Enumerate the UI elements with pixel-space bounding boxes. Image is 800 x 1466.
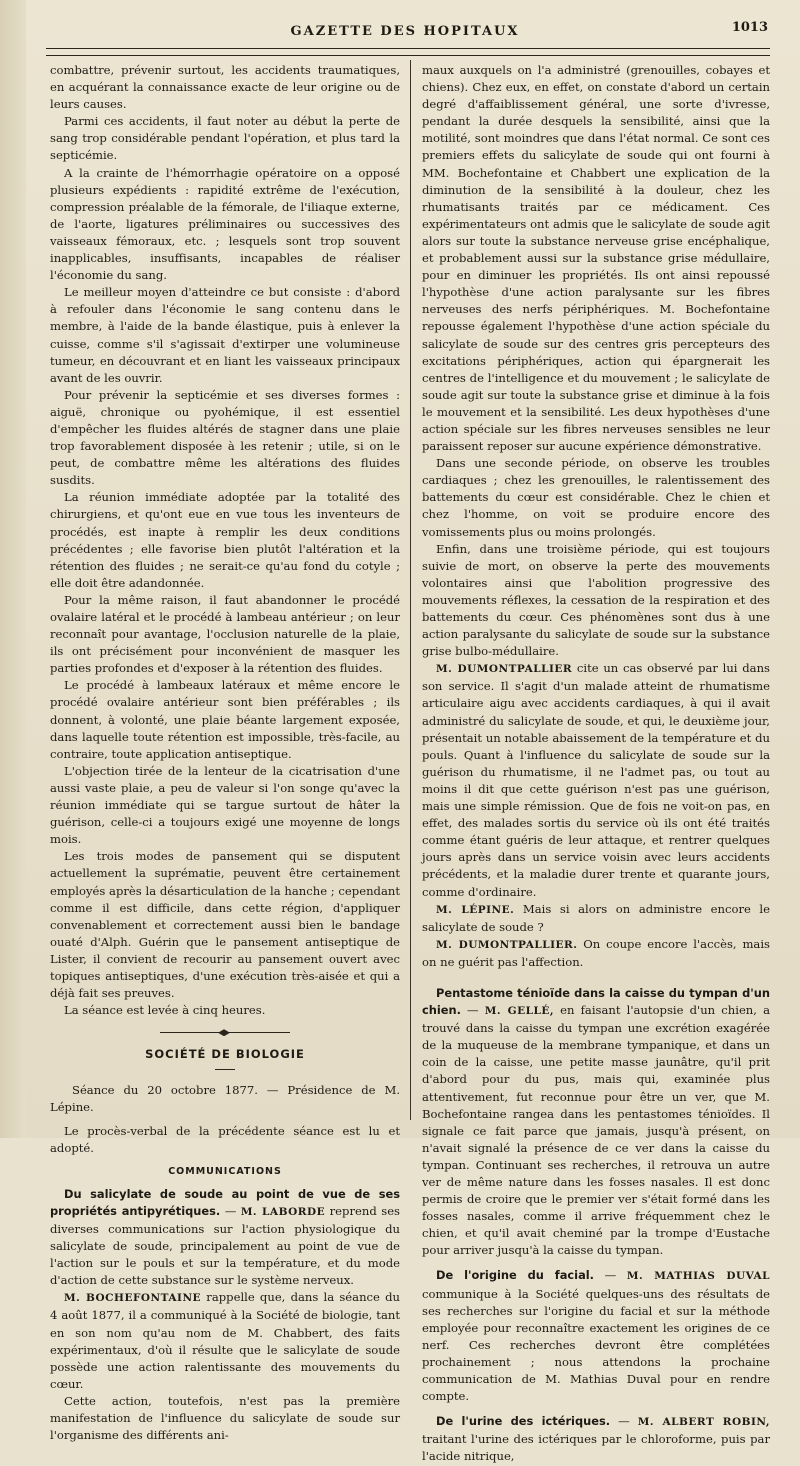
paragraph: combattre, prévenir surtout, les accidents traumatiques, en acquérant la connaissance exacte de leur origine ou de leurs causes.	[50, 63, 400, 112]
dumontpallier-entry	[422, 660, 770, 900]
speaker-name: M. LABORDE	[240, 1205, 326, 1218]
paragraph: Les trois modes de pansement qui se disputent actuellement la suprématie, peuvent être certainement employés après la désarticulation de la hanche ; cependant comme il est difficile, dans cette région, d'appliquer convenablement et correctement aussi bien le bandage ouaté d'Alph. Guérin que le pansement antiseptique de Lister, il convient de recourir au pansement ouvert avec topiques antiseptiques, d'une exécution très-aisée et qui a déjà fait ses preuves.	[50, 849, 400, 1001]
dumontpallier-reply-entry	[422, 936, 770, 971]
entry-text: On coupe encore l'accès, mais on ne guérit pas l'affection.	[422, 936, 771, 969]
paragraph: Dans une seconde période, on observe les troubles cardiaques ; chez les grenouilles, le ralentissement des battements du cœur est considérable. Chez le chien et chez l'homme, on voit se produire encore des vomissements plus ou moins prolongés.	[422, 456, 770, 539]
entry-text: reprend ses diverses communications sur l'action physiologique du salicylate de soude, principalement au point de vue de l'action sur le pouls et sur la température, et du mode d'action de cette substance sur le système nerveux.	[50, 1203, 401, 1288]
entry-text: traitant l'urine des ictériques par le chloroforme, puis par l'acide nitrique,	[422, 1432, 770, 1464]
communications-label: COMMUNICATIONS	[168, 1165, 282, 1177]
paragraph: Le procédé à lambeaux latéraux et même encore le procédé ovalaire antérieur sont bien préférables ; ils donnent, à volonté, une plaie béante largement exposée, dans laquelle toute rétention est impossible, très-facile, au contraire, toute application antiseptique.	[50, 678, 400, 761]
paragraph: Enfin, dans une troisième période, qui est toujours suivie de mort, on observe la perte des mouvements volontaires ainsi que l'abolition progressive des mouvements réflexes, la cessation de la respiration et des battements du cœur. Ces phénomènes sont dus à une action paralysante du salicylate de soude sur la substance grise bulbo-médullaire.	[422, 541, 770, 659]
bochefontaine-entry	[50, 1289, 400, 1393]
entry-text: Mais si alors on administre encore le salicylate de soude ?	[422, 901, 770, 934]
short-rule	[215, 1069, 235, 1070]
facial-entry: De l'origine du facial. — M. MATHIAS DUVAL communique à la Société quelques-uns des résultats de ses recherches sur l'origine du facial et sur la méthode employée pour reconnaître exactement les origines de ce nerf. Ces recherches devront être complétées prochainement ; nous attendons la prochaine communication de M. Mathias Duval pour en rendre compte.	[422, 1268, 770, 1404]
session-line: Séance du 20 octobre 1877. — Présidence de M. Lépine.	[50, 1083, 400, 1115]
page-number: 1013	[731, 20, 768, 35]
paragraph: L'objection tirée de la lenteur de la cicatrisation d'une aussi vaste plaie, a peu de valeur si l'on songe qu'avec la réunion immédiate qui se targue surtout de hâter la guérison, celle-ci a toujours exigé une moyenne de longs mois.	[50, 763, 400, 847]
column-divider	[410, 60, 411, 1120]
urine-entry: De l'urine des ictériques. — M. ALBERT ROBIN, traitant l'urine des ictériques par le chloroforme, puis par l'acide nitrique,	[422, 1414, 770, 1464]
entry-text: cite un cas observé par lui dans son service. Il s'agit d'un malade atteint de rhumatisme articulaire aigu avec accidents cardiaques, à qui il avait administré du salicylate de soude, et qui, le deuxième jour, présentait un notable abaissement de la température et du pouls. Quant à l'influence du salicylate de soude sur la guérison du rhumatisme, il ne l'admet pas, ou tout au moins il dit que cette guérison n'est pas une guérison, mais une simple rémission. Que de fois ne voit-on pas, en effet, des malades sortis du service où ils ont été traités comme étant guéris de leur attaque, et rentrer quelques jours après dans un service voisin avec leurs accidents précédents, et la maladie durer trente et quarante jours, comme d'ordinaire.	[422, 661, 771, 899]
speaker-name: M. DUMONTPALLIER.	[436, 938, 578, 951]
paragraph: maux auxquels on l'a administré (grenouilles, cobayes et chiens). Chez eux, en effet, on constate d'abord un certain degré d'affaiblissement général, une sorte d'ivresse, pendant la durée desquels la sensibilité, ainsi que la motilité, sont moindres que dans l'état normal. Ce sont ces premiers effets du salicylate de soude qui ont fourni à MM. Bochefontaine et Chabbert une explication de la diminution de la sensibilité à la douleur, chez les rhumatisants traités par ce médicament. Ces expérimentateurs ont admis que le salicylate de soude agit alors sur toute la substance nerveuse grise encéphalique, et probablement aussi sur la substance grise médullaire, pour en diminuer les propriétés. Ils ont ainsi repoussé l'hypothèse d'une action paralysante sur les fibres nerveuses des nerfs périphériques. M. Bochefontaine repousse également l'hypothèse d'une action spéciale du salicylate de soude sur des centres gris percepteurs des excitations périphériques, action qui épargnerait les centres de l'intelligence et du mouvement ; le salicylate de soude agit sur toute la substance grise et diminue à la fois le mouvement et la sensibilité. Les deux hypothèses d'une action spéciale sur les fibres nerveuses sensibles ne leur paraissent reposer sur aucune expérience démonstrative.	[422, 63, 770, 454]
paragraph: A la crainte de l'hémorrhagie opératoire on a opposé plusieurs expédients : rapidité extrême de l'exécution, compression préalable de la fémorale, de l'iliaque externe, de l'aorte, ligatures préliminaires ou successives des vaisseaux fémoraux, etc. ; lesquels sont trop souvent inapplicables, insuffisants, incapables de réaliser l'économie du sang.	[50, 165, 400, 283]
society-title: SOCIÉTÉ DE BIOLOGIE	[145, 1047, 305, 1062]
lepine-entry	[422, 901, 770, 936]
paragraph: Le meilleur moyen d'atteindre ce but consiste : d'abord à refouler dans l'économie le sang contenu dans le membre, à l'aide de la bande élastique, puis à enlever la cuisse, comme s'il s'agissait d'extirper une volumineuse tumeur, en découvrant et en liant les vaisseaux principaux avant de les ouvrir.	[50, 285, 400, 385]
journal-title: GAZETTE DES HOPITAUX	[290, 24, 520, 39]
paragraph: Pour prévenir la septicémie et ses diverses formes : aiguë, chronique ou pyohémique, il est essentiel d'empêcher les fluides altérés de stagner dans une plaie trop favorablement disposée à les retenir ; utile, si on le peut, de combattre même les altérations des fluides susdits.	[50, 387, 400, 488]
paragraph: Parmi ces accidents, il faut noter au début la perte de sang trop considérable pendant l'opération, et plus tard la septicémie.	[50, 114, 400, 163]
speaker-name: M. BOCHEFONTAINE	[64, 1292, 202, 1305]
right-column	[422, 62, 771, 1464]
header-rule	[46, 48, 770, 56]
left-column	[50, 62, 401, 1443]
page-binding-edge	[0, 0, 26, 1138]
speaker-name: M. ALBERT ROBIN,	[637, 1416, 770, 1429]
entry-text: en faisant l'autopsie d'un chien, a trouvé dans la caisse du tympan une excrétion exagérée de la muqueuse de la membrane tympanique, et dans un coin de la caisse, une petite masse jaunâtre, qu'il prit d'abord pour du pus, mais qui, examinée plus attentivement, fut reconnue pour être un ver, que M. Bochefontaine rangea dans les pentastomes ténioïdes. Il signale ce fait parce que jamais, jusqu'à présent, on n'avait signalé la présence de ce ver dans la caisse du tympan. Continuant ses recherches, il retrouva un autre ver de même nature dans les fosses nasales. Il est donc permis de croire que le premier ver s'était formé dans les fosses nasales, comme il arrive fréquemment chez le chien, et qu'il avait cheminé par la trompe d'Eustache pour arriver jusqu'à la caisse du tympan.	[422, 1003, 770, 1258]
entry-text: rappelle que, dans la séance du 4 août 1877, il a communiqué à la Société de biologie, tant en son nom qu'au nom de M. Chabbert, des faits expérimentaux, d'où il résulte que le salicylate de soude possède une action ralentissante des mouvements du cœur.	[50, 1290, 401, 1391]
section-heading: Pentastome ténioïde dans la caisse du tympan d'un chien.	[422, 985, 770, 1018]
speaker-name: M. MATHIAS DUVAL	[626, 1270, 770, 1283]
section-heading: De l'origine du facial.	[436, 1268, 594, 1283]
closing-line: La séance est levée à cinq heures.	[64, 1003, 266, 1018]
section-heading: De l'urine des ictériques.	[436, 1414, 611, 1429]
page-header	[40, 16, 770, 50]
speaker-name: M. DUMONTPALLIER	[436, 663, 573, 676]
speaker-name: M. LÉPINE.	[436, 903, 515, 916]
paragraph: Pour la même raison, il faut abandonner le procédé ovalaire latéral et le procédé à lambeau antérieur ; on leur reconnaît pour avantage, l'occlusion naturelle de la plaie, ils ont précisément pour inconvénient de masquer les parties profondes et d'exposer à la rétention des fluides.	[50, 592, 400, 676]
salicylate-entry: Du salicylate de soude au point de vue de ses propriétés antipyrétiques. — M. LABORDE reprend ses diverses communications sur l'action physiologique du salicylate de soude, principalement au point de vue de l'action sur le pouls et sur la température, et du mode d'action de cette substance sur le système nerveux.	[50, 1186, 401, 1288]
paragraph: Cette action, toutefois, n'est pas la première manifestation de l'influence du salicylate de soude sur l'organisme des différents ani-	[50, 1393, 400, 1443]
section-separator	[160, 1029, 290, 1036]
section-heading: Du salicylate de soude au point de vue de ses propriétés antipyrétiques.	[50, 1186, 400, 1218]
entry-text: communique à la Société quelques-uns des résultats de ses recherches sur l'origine du facial et sur la méthode employée pour reconnaître exactement les origines de ce nerf. Ces recherches devront être complétées prochainement ; nous attendons la prochaine communication de M. Mathias Duval pour en rendre compte.	[422, 1286, 770, 1404]
pentastome-entry: Pentastome ténioïde dans la caisse du tympan d'un chien. — M. GELLÉ, en faisant l'autopsie d'un chien, a trouvé dans la caisse du tympan une excrétion exagérée de la muqueuse de la membrane tympanique, et dans un coin de la caisse, une petite masse jaunâtre, qu'il prit d'abord pour du pus, mais qui, examinée plus attentivement, fut reconnue pour être un ver, que M. Bochefontaine rangea dans les pentastomes ténioïdes. Il signale ce fait parce que jamais, jusqu'à présent, on n'avait signalé la présence de ce ver dans la caisse du tympan. Continuant ses recherches, il retrouva un autre ver de même nature dans les fosses nasales. Il est donc permis de croire que le premier ver s'était formé dans les fosses nasales, comme il arrive fréquemment chez le chien, et qu'il avait cheminé par la trompe d'Eustache pour arriver jusqu'à la caisse du tympan.	[422, 985, 770, 1258]
minutes-line: Le procès-verbal de la précédente séance est lu et adopté.	[50, 1123, 400, 1155]
speaker-name: M. GELLÉ,	[484, 1005, 555, 1018]
paragraph: La réunion immédiate adoptée par la totalité des chirurgiens, et qu'ont eue en vue tous les inventeurs de procédés, est inapte à remplir les deux conditions précédentes ; elle favorise bien plutôt l'altération et la rétention des fluides ; ne serait-ce qu'au fond du cotyle ; elle doit être adandonnée.	[50, 490, 400, 590]
